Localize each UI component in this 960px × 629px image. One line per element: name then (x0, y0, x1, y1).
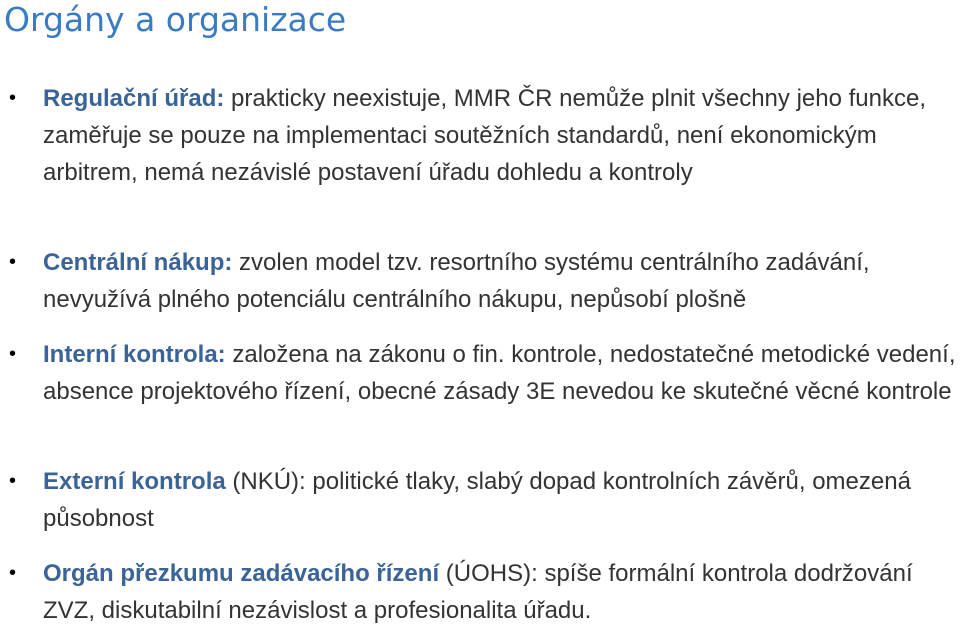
bullet-label: Interní kontrola: (43, 341, 226, 368)
bullet-text: politické tlaky, slabý dopad kontrolních závěrů, omezená působnost (43, 468, 911, 532)
bullet-label: Regulační úřad: (43, 85, 225, 112)
bullet-item-central-purchasing (9, 244, 957, 318)
bullet-text: prakticky neexistuje, MMR ČR nemůže plnit všechny jeho funkce, zaměřuje se pouze na implementaci soutěžních standardů, není ekonomickým arbitrem, nemá nezávislé postavení úřadu dohledu a kontroly (43, 85, 926, 186)
bullet-text: zvolen model tzv. resortního systému centrálního zadávání, nevyužívá plného potenciálu centrálního nákupu, nepůsobí plošně (43, 249, 870, 313)
bullet-dot-icon: • (9, 470, 17, 492)
bullet-label: Orgán přezkumu zadávacího řízení (43, 560, 440, 587)
bullet-item-regulatory-office (9, 80, 957, 191)
bullet-text: založena na zákonu o fin. kontrole, nedostatečné metodické vedení, absence projektového řízení, obecné zásady 3E nevedou ke skutečné věcné kontrole (43, 341, 956, 405)
bullet-parenthetical: (NKÚ): (225, 468, 306, 495)
bullet-dot-icon: • (9, 343, 17, 365)
bullet-item-review-body (9, 555, 957, 629)
bullet-label: Externí kontrola (43, 468, 226, 495)
bullet-item-internal-control (9, 336, 957, 410)
bullet-parenthetical: (ÚOHS): (439, 560, 538, 587)
bullet-dot-icon: • (9, 251, 17, 273)
bullet-text: spíše formální kontrola dodržování ZVZ, diskutabilní nezávislost a profesionalita úřadu. (43, 560, 913, 624)
bullet-item-external-control (9, 463, 957, 537)
slide-title: Orgány a organizace (4, 0, 347, 39)
bullet-dot-icon: • (9, 562, 17, 584)
bullet-label: Centrální nákup: (43, 249, 233, 276)
bullet-dot-icon: • (9, 87, 17, 109)
